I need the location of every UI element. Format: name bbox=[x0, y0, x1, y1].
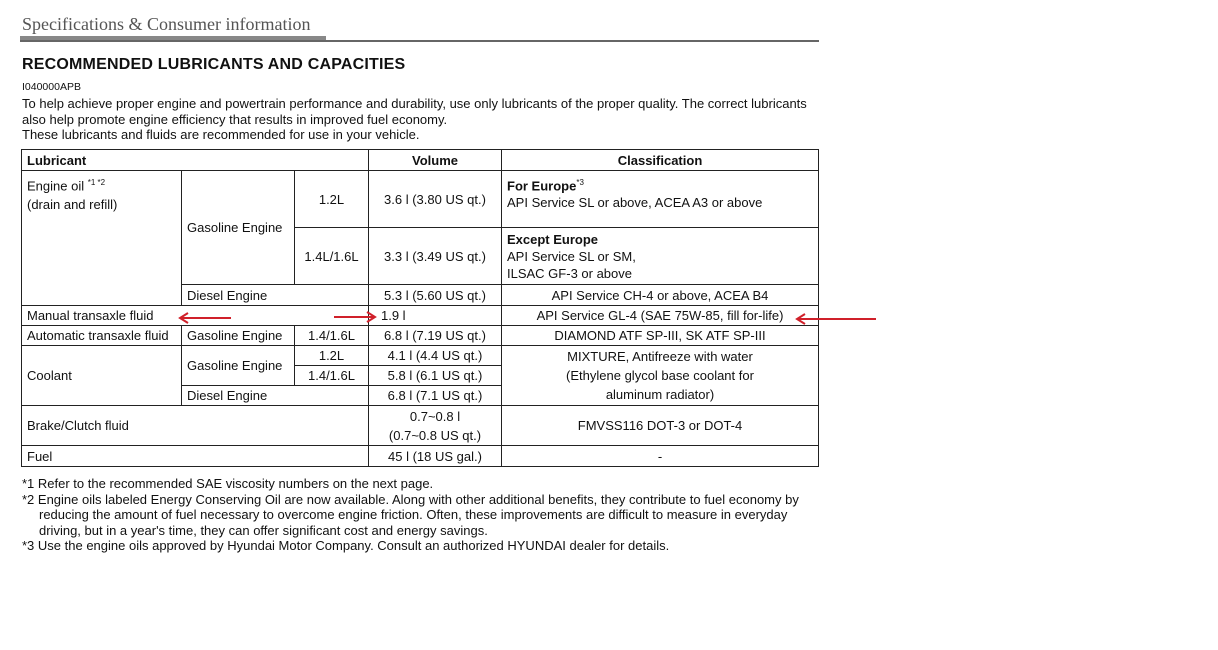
coolant-12-volume: 4.1 l (4.4 US qt.) bbox=[369, 346, 502, 366]
europe-sup: *3 bbox=[576, 178, 584, 187]
coolant-class-line1: MIXTURE, Antifreeze with water bbox=[567, 349, 753, 364]
section-header: Specifications & Consumer information bbox=[22, 14, 311, 34]
footnote: *3 Use the engine oils approved by Hyundai Motor Company. Consult an authorized HYUNDAI dealer for details. bbox=[22, 538, 670, 553]
intro-paragraph: To help achieve proper engine and powertrain performance and durability, use only lubricants of the proper quality. The correct lubricants also help promote engine efficiency that results in improved fuel economy. bbox=[22, 96, 807, 127]
engine-oil-diesel-volume: 5.3 l (5.60 US qt.) bbox=[369, 285, 502, 306]
except-title: Except Europe bbox=[507, 231, 599, 247]
engine-oil-14: 1.4L/1.6L bbox=[295, 228, 369, 285]
engine-oil-14-volume: 3.3 l (3.49 US qt.) bbox=[369, 228, 502, 285]
automatic-class: DIAMOND ATF SP-III, SK ATF SP-III bbox=[502, 326, 819, 346]
automatic-label: Automatic transaxle fluid bbox=[22, 326, 182, 346]
header-lubricant: Lubricant bbox=[22, 150, 369, 171]
engine-oil-europe-cell bbox=[502, 171, 819, 228]
document-code: I040000APB bbox=[22, 81, 81, 93]
annotation-arrow-right-icon bbox=[330, 309, 380, 325]
manual-class: API Service GL-4 (SAE 75W-85, fill for-life) bbox=[502, 306, 819, 326]
engine-oil-cell bbox=[22, 171, 182, 306]
automatic-size: 1.4/1.6L bbox=[295, 326, 369, 346]
brake-class: FMVSS116 DOT-3 or DOT-4 bbox=[502, 406, 819, 446]
engine-oil-except-cell bbox=[502, 228, 819, 285]
annotation-arrow-left-icon bbox=[792, 311, 880, 327]
coolant-diesel-volume: 6.8 l (7.1 US qt.) bbox=[369, 386, 502, 406]
page-title: RECOMMENDED LUBRICANTS AND CAPACITIES bbox=[22, 56, 406, 73]
except-line2: ILSAC GF-3 or above bbox=[507, 265, 632, 281]
automatic-engine: Gasoline Engine bbox=[182, 326, 295, 346]
engine-oil-12: 1.2L bbox=[295, 171, 369, 228]
header-rule bbox=[20, 40, 819, 42]
intro-paragraph: These lubricants and fluids are recommended for use in your vehicle. bbox=[22, 127, 420, 142]
automatic-volume: 6.8 l (7.19 US qt.) bbox=[369, 326, 502, 346]
fuel-class: - bbox=[502, 446, 819, 467]
engine-oil-diesel-class: API Service CH-4 or above, ACEA B4 bbox=[502, 285, 819, 306]
header-volume: Volume bbox=[369, 150, 502, 171]
coolant-class bbox=[502, 346, 819, 406]
engine-oil-diesel: Diesel Engine bbox=[182, 285, 369, 306]
coolant-diesel: Diesel Engine bbox=[182, 386, 369, 406]
manual-volume: 1.9 l bbox=[369, 306, 502, 326]
engine-oil-gasoline: Gasoline Engine bbox=[182, 171, 295, 285]
fuel-label: Fuel bbox=[22, 446, 369, 467]
coolant-gasoline: Gasoline Engine bbox=[182, 346, 295, 386]
manual-label: Manual transaxle fluid bbox=[22, 306, 369, 326]
footnote: *2 Engine oils labeled Energy Conserving Oil are now available. Along with other additional benefits, they contribute to fuel economy by reducing the amount of fuel necessary to overcome engine friction. Often, these improvements are difficult to measure in everyday driving, but in a year's time, they can offer significant cost and energy savings. bbox=[22, 491, 799, 538]
engine-oil-label: Engine oil bbox=[27, 178, 85, 194]
engine-oil-sup: *1 *2 bbox=[87, 178, 106, 187]
brake-volume-line1: 0.7~0.8 l bbox=[409, 408, 461, 424]
coolant-14-volume: 5.8 l (6.1 US qt.) bbox=[369, 366, 502, 386]
footnote: *1 Refer to the recommended SAE viscosity numbers on the next page. bbox=[22, 476, 434, 491]
annotation-arrow-left-icon bbox=[175, 310, 235, 326]
coolant-class-line3: aluminum radiator) bbox=[605, 387, 715, 402]
header-classification: Classification bbox=[502, 150, 819, 171]
brake-volume-line2: (0.7~0.8 US qt.) bbox=[388, 427, 482, 443]
lubricants-table bbox=[21, 149, 819, 467]
engine-oil-12-volume: 3.6 l (3.80 US qt.) bbox=[369, 171, 502, 228]
coolant-12: 1.2L bbox=[295, 346, 369, 366]
coolant-label: Coolant bbox=[22, 346, 182, 406]
except-line1: API Service SL or SM, bbox=[507, 248, 636, 264]
europe-title: For Europe bbox=[507, 178, 577, 194]
brake-label: Brake/Clutch fluid bbox=[22, 406, 369, 446]
europe-text: API Service SL or above, ACEA A3 or above bbox=[507, 195, 763, 211]
coolant-class-line2: (Ethylene glycol base coolant for bbox=[566, 368, 754, 383]
fuel-volume: 45 l (18 US gal.) bbox=[369, 446, 502, 467]
footnotes bbox=[22, 476, 822, 554]
intro-text bbox=[22, 96, 822, 143]
coolant-14: 1.4/1.6L bbox=[295, 366, 369, 386]
engine-oil-sub: (drain and refill) bbox=[27, 197, 118, 213]
brake-volume bbox=[369, 406, 502, 446]
